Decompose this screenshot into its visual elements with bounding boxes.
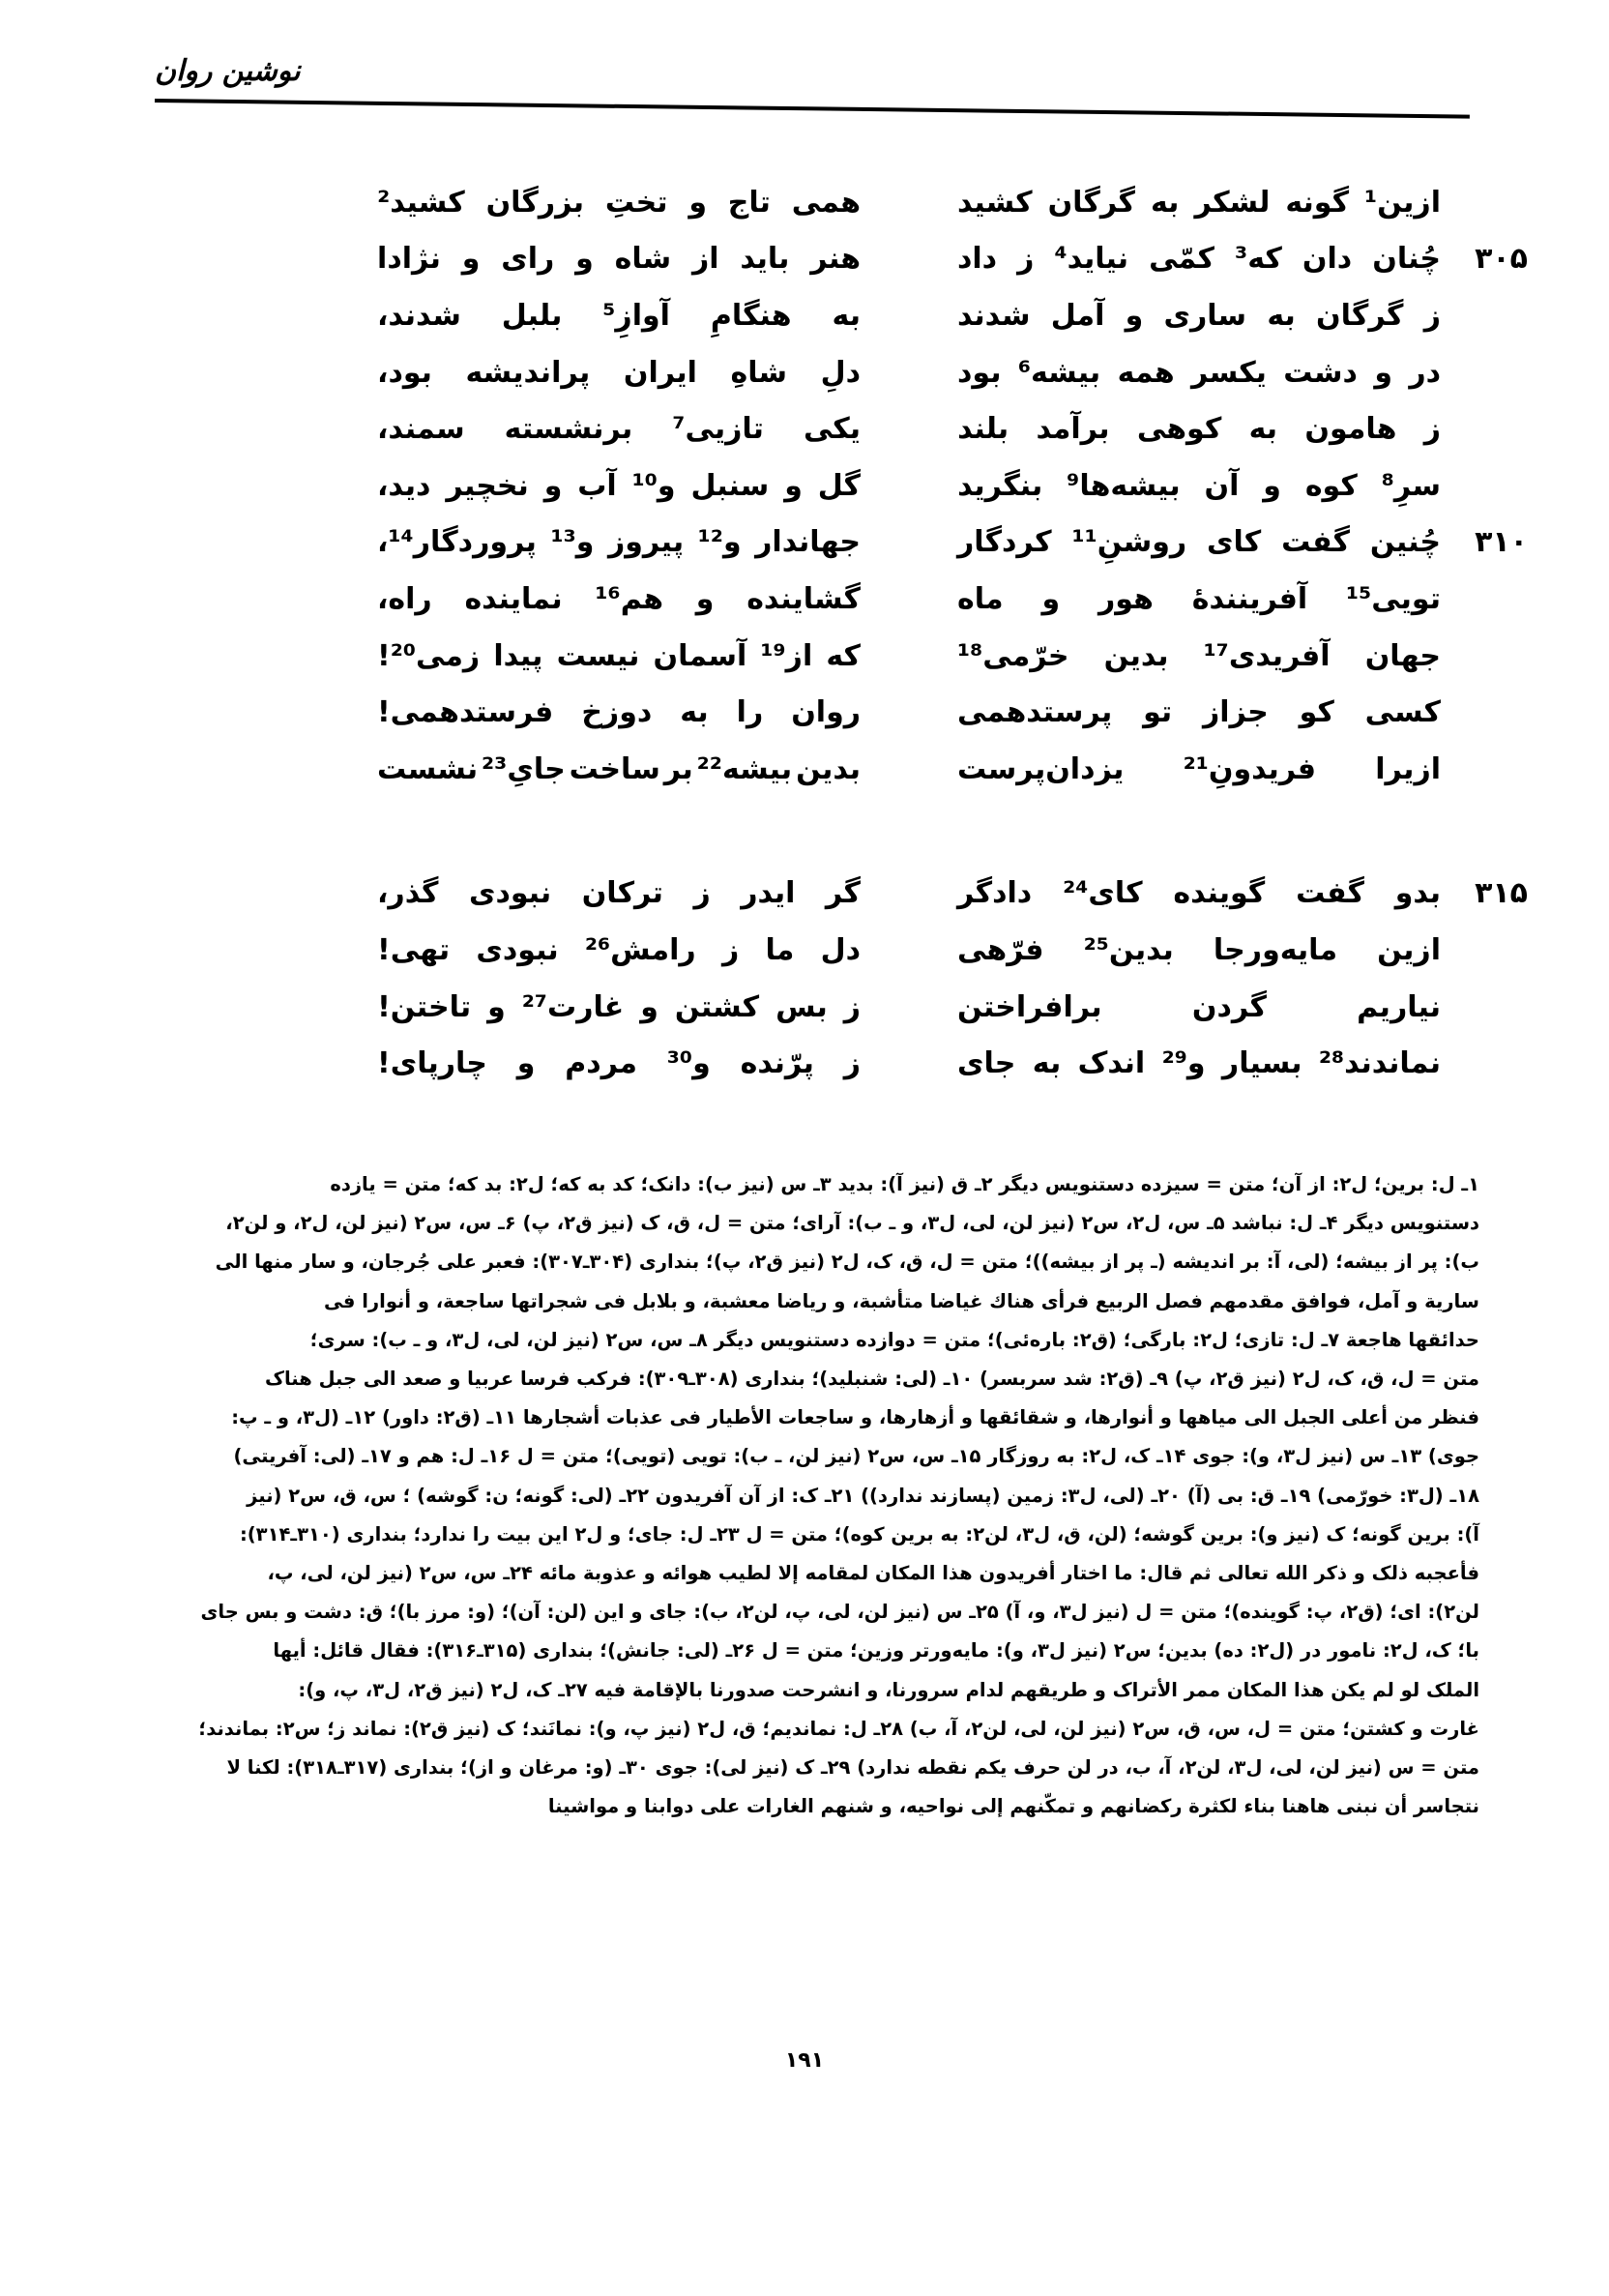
verse-word: نژادا [377, 242, 441, 277]
verse-line [261, 922, 1441, 979]
verse-word: بنگرید [957, 468, 1043, 503]
footnotes [135, 1165, 1479, 1826]
header-rule [155, 99, 1470, 119]
verse-word: پیروز [608, 525, 685, 560]
verse-word: پیدا [493, 638, 543, 673]
hemistich-left [377, 525, 861, 559]
verse-word: و [1263, 468, 1281, 503]
hemistich-right [957, 469, 1441, 503]
verse-word: نبودی [476, 932, 559, 967]
hemistich-right [957, 752, 1441, 786]
verse-word: ز [721, 932, 740, 967]
hemistich-right [957, 639, 1441, 673]
verse-word: تازیی⁷ [672, 412, 764, 447]
footnote-line: ۱۸ـ (ل۳: خورّمی) ۱۹ـ ق: بی (آ) ۲۰ـ (لی، ل۳: زمین (پسازند ندارد)) ۲۱ـ ک: از آن آفریدون ۲۲ـ (لی: گونه؛ ن: گوشه) ؛ س، ق، س۲ (نیز [247, 1484, 1479, 1507]
verse-word: نیاریم [1357, 989, 1441, 1024]
verse-word: ازیرا [1375, 751, 1441, 786]
verse-word: روان [791, 695, 861, 730]
verse-word: غارت²⁷ [521, 989, 625, 1024]
verse-word: بود [957, 355, 1002, 390]
verse-word: لشکر [1194, 185, 1271, 220]
verse-word: کسی [1364, 695, 1441, 730]
verse-block-2 [261, 866, 1528, 1092]
verse-word: آسمان [653, 638, 747, 673]
verse-word: بسیار [1221, 1046, 1302, 1081]
verse-word: هور [1097, 581, 1154, 616]
page-number: ۱۹۱ [784, 2048, 825, 2073]
verse-word: و [640, 989, 658, 1024]
verse-word: به [1248, 412, 1278, 447]
verse-word: و [1125, 298, 1144, 333]
verse-word: تختِ [604, 185, 668, 220]
verse-word: که³ [1235, 242, 1282, 277]
verse-word: نیست [556, 638, 640, 673]
hemistich-left [377, 469, 861, 503]
verse-word: گفت [1281, 525, 1350, 560]
verse-word: ازین [1377, 932, 1441, 967]
verse-word: و [695, 581, 715, 616]
verse-word: گل [817, 468, 861, 503]
verse-word: پروردگار¹⁴، [377, 525, 537, 560]
verse-word: نشست [377, 751, 479, 786]
verse-word: بدو [1394, 876, 1441, 911]
verse-word: کشید [957, 185, 1033, 220]
verse-word: ز [1017, 242, 1035, 277]
verse-word: دادگر [957, 876, 1033, 911]
verse-word: فرّهی [957, 932, 1044, 967]
footnote-line: با؛ ک، ل۲: نامور در (ل۲: ده) بدین؛ س۲ (نیز ل۳، و): مایه‌ورتر وزین؛ متن = ل ۲۶ـ (لی: جانش)؛ بنداری (۳۱۵ـ۳۱۶): فقال قائل: أیها [273, 1639, 1479, 1663]
verse-word: سمند، [377, 412, 465, 447]
verse-word: به [680, 695, 709, 730]
hemistich-right [957, 695, 1441, 729]
verse-word: بس [775, 989, 828, 1024]
verse-word: برآمد [1036, 412, 1110, 447]
verse-word: نخچیر [446, 468, 529, 503]
verse-line [261, 344, 1441, 401]
hemistich-left [377, 186, 861, 220]
verse-word: تو [1143, 695, 1173, 730]
verse-line [261, 1035, 1441, 1092]
verse-word: داد [957, 242, 998, 277]
verse-number: ۳۱۵ [1475, 876, 1528, 911]
hemistich-right [957, 525, 1441, 559]
verse-word: ازین¹ [1364, 185, 1441, 220]
verse-word: و [1374, 355, 1392, 390]
verse-word: کمّی [1149, 242, 1214, 277]
verse-word: کشتن [674, 989, 760, 1024]
verse-word: دل [820, 932, 861, 967]
verse-word: هامون [1304, 412, 1397, 447]
verse-line [261, 741, 1441, 798]
verse-word: و [1041, 581, 1061, 616]
verse-word: ز [843, 1046, 861, 1081]
verse-word: راه، [377, 581, 432, 616]
verse-word: و [516, 1046, 536, 1081]
verse-word: رای [501, 242, 555, 277]
verse-word: و¹² [697, 525, 742, 560]
verse-line [261, 979, 1441, 1036]
verse-word: شدند، [377, 298, 461, 333]
verse-word: ز [843, 989, 861, 1024]
verse-word: هنگامِ [710, 298, 792, 333]
verse-word: چُنان [1372, 242, 1441, 277]
verse-word: برافراختن [957, 989, 1102, 1024]
footnote-line: فنظر من أعلى الجبل الى مياهها و أنوارها، و شقائقها و أزهارها، و ساجعات الأطيار فى عذبات أشجارها ۱۱ـ (ق۲: داور) ۱۲ـ (ل۳، و ـ پ: [231, 1406, 1479, 1429]
hemistich-left [377, 299, 861, 333]
footnote-line: سارية و آمل، فوافق مقدمهم فصل الربيع فرأى هناك غياضا متأشبة، و رياضا معشبة، و بلابل فى شجراتها ساجعة، و أنوارا فى [323, 1289, 1479, 1312]
verse-word: خرّمی¹⁸ [957, 638, 1069, 673]
verse-word: بیشه‌ها⁹ [1067, 468, 1181, 503]
verse-word: دشت [1283, 355, 1358, 390]
footnote-line: ۱ـ ل: برین؛ ل۲: از آن؛ متن = سیزده دستنویس دیگر ۲ـ ق (نیز آ): بدید ۳ـ س (نیز ب): دانک؛ کد به که؛ ل۲: بد که؛ متن = یازده [330, 1173, 1479, 1195]
verse-word: دید، [377, 468, 431, 503]
verse-word: روشنِ¹¹ [1071, 525, 1187, 560]
hemistich-right [957, 299, 1441, 333]
verse-word: مایه‌ورجا [1213, 932, 1338, 967]
verse-word: زمی²⁰! [377, 638, 481, 673]
hemistich-left [377, 412, 861, 446]
verse-word: باید [740, 242, 790, 277]
verse-word: دوزخ [581, 695, 653, 730]
verse-word: و [461, 242, 481, 277]
verse-word: نماینده [464, 581, 563, 616]
verse-word: آن [1204, 468, 1240, 503]
verse-word: و¹⁰ [631, 468, 676, 503]
verse-word: که [826, 638, 861, 673]
verse-number: ۳۰۵ [1475, 242, 1528, 277]
verse-word: شاهِ [730, 355, 787, 390]
verse-line [261, 684, 1441, 741]
verse-word: ایدر [741, 876, 796, 911]
verse-line [261, 457, 1441, 515]
verse-word: ماه [957, 581, 1004, 616]
footnote-line: دستنویس دیگر ۴ـ ل: نباشد ۵ـ س، ل۲، س۲ (نیز لن، لی، ل۳، و ـ ب): آرای؛ متن = ل، ق، ک (نیز ق۲، پ) ۶ـ س، س۲ (نیز لن، ل۲، و لن۲، [225, 1212, 1479, 1235]
verse-word: بدین [1103, 638, 1169, 673]
hemistich-right [957, 1046, 1441, 1080]
verse-word: کای [1207, 525, 1262, 560]
hemistich-left [377, 582, 861, 616]
verse-line [261, 628, 1441, 685]
verse-word: کردگار [957, 525, 1052, 560]
verse-word: شاه [614, 242, 672, 277]
footnote-line: ب): پر از بیشه؛ (لی، آ: بر اندیشه (ـ پر از بیشه))؛ متن = ل، ق، ک، ل۲ (نیز ق۲، پ)؛ بنداری (۳۰۴ـ۳۰۷): فعبر علی جُرجان، و سار منها الی [215, 1251, 1479, 1274]
verse-line [261, 866, 1528, 923]
hemistich-right [957, 876, 1441, 910]
verse-word: دان [1302, 242, 1353, 277]
verse-word: همی [791, 185, 861, 220]
verse-word: کای²⁴ [1063, 876, 1143, 911]
verse-word: آوازِ⁵ [602, 298, 670, 333]
verse-word: جایِ²³ [482, 751, 566, 786]
verse-word: گذر، [377, 876, 439, 911]
footnote-line: متن = ل، ق، ک، ل۲ (نیز ق۲، پ) ۹ـ (ق۲: شد سربسر) ۱۰ـ (لی: شنبلید)؛ بنداری (۳۰۸ـ۳۰۹): فرکب فرسا عربیا و صعد الی جبل هناک [265, 1368, 1479, 1391]
verse-word: کشید² [377, 185, 465, 220]
verse-word: از [691, 242, 719, 277]
verse-word: فریدونِ²¹ [1183, 751, 1317, 786]
verse-line [261, 287, 1441, 344]
verse-word: ز [693, 876, 711, 911]
verse-word: آمل [1050, 298, 1105, 333]
verse-word: و³⁰ [666, 1046, 711, 1081]
footnote-line: جوی) ۱۳ـ س (نیز ل۳، و): جوی ۱۴ـ ک، ل۲: به روزگار ۱۵ـ س، س۲ (نیز لن، ـ ب): تویی (تویی)؛ متن = ل ۱۶ـ ل: هم و ۱۷ـ (لی: آفریتی) [233, 1445, 1479, 1468]
verse-word: گردن [1191, 989, 1267, 1024]
hemistich-right [957, 990, 1441, 1024]
footnote-line: حدائقها هاجعة ۷ـ ل: تازی؛ ل۲: بارگی؛ (ق۲: باره‌ئی)؛ متن = دوازده دستنویس دیگر ۸ـ س، س۲ (نیز لن، لی، ل۳، و ـ ب): سری؛ [309, 1328, 1479, 1351]
verse-word: آب [577, 468, 617, 503]
verse-word: نماندند²⁸ [1318, 1046, 1441, 1081]
verse-line [261, 174, 1441, 231]
verse-word: از¹⁹ [760, 638, 813, 673]
verse-word: مردم [565, 1046, 637, 1081]
verse-word: چُنین [1369, 525, 1441, 560]
verse-word: آفرینندهٔ [1191, 581, 1308, 616]
hemistich-left [377, 876, 861, 910]
hemistich-left [377, 639, 861, 673]
verse-word: نبودی [468, 876, 552, 911]
verse-word: گوینده [1173, 876, 1266, 911]
footnote-line: الملک لو لم یکن هذا المکان ممر الأتراک و طریقهم لدام سرورنا، و انشرحت صدورنا بالإقامة فیه ۲۷ـ ک، ل۲ (نیز ق۲، ل۳، پ، و): [298, 1678, 1479, 1701]
verse-word: بلند [957, 412, 1009, 447]
verse-word: جزاز [1202, 695, 1269, 730]
verse-word: گشاینده [746, 581, 861, 616]
verse-word: تاختن! [377, 989, 472, 1024]
verse-word: به [1267, 298, 1296, 333]
verse-word: جهان [1364, 638, 1441, 673]
verse-word: و²⁹ [1161, 1046, 1206, 1081]
verse-word: و [575, 242, 594, 277]
verse-word: پرستدهمی [957, 695, 1113, 730]
running-title: نوشین روان [155, 54, 301, 88]
verse-word: سنبل [690, 468, 770, 503]
verse-word: اندک [1077, 1046, 1146, 1081]
verse-word: و [543, 468, 563, 503]
verse-word: بدین [796, 751, 861, 786]
verse-word: بود، [377, 355, 432, 390]
hemistich-right [957, 242, 1441, 276]
verse-word: به [832, 298, 861, 333]
verse-line [261, 400, 1441, 457]
verse-block-1 [261, 174, 1528, 798]
verse-word: را [736, 695, 764, 730]
verse-word: بلبل [501, 298, 563, 333]
verse-word: و [784, 468, 803, 503]
hemistich-left [377, 990, 861, 1024]
verse-word: رامش²⁶ [584, 932, 696, 967]
verse-word: ز [1423, 298, 1441, 333]
verse-word: تاج [727, 185, 771, 220]
verse-line [261, 571, 1441, 628]
verse-word: نیاید⁴ [1054, 242, 1128, 277]
verse-word: شدند [957, 298, 1031, 333]
verse-word: گفت [1296, 876, 1364, 911]
verse-word: ترکان [581, 876, 663, 911]
verse-number: ۳۱۰ [1475, 525, 1528, 560]
verse-word: بر [663, 751, 693, 786]
footnote-line: متن = س (نیز لن، لی، ل۳، لن۲، آ، ب، در لن حرف یکم نقطه ندارد) ۲۹ـ ک (نیز لی): جوی ۳۰ـ (و: مرغان و از)؛ بنداری (۳۱۷ـ۳۱۸): لکنا لا [226, 1756, 1479, 1780]
verse-word: کوه [1304, 468, 1358, 503]
verse-word: کو [1299, 695, 1334, 730]
hemistich-left [377, 933, 861, 967]
verse-word: و [487, 989, 506, 1024]
verse-word: پراندیشه [465, 355, 591, 390]
verse-line [261, 515, 1528, 572]
verse-word: گرگان [1047, 185, 1135, 220]
hemistich-left [377, 695, 861, 729]
hemistich-right [957, 582, 1441, 616]
verse-word: تهی! [377, 932, 451, 967]
verse-word: جهاندار [755, 525, 861, 560]
hemistich-left [377, 242, 861, 276]
footnote-line: آ): برین گونه؛ ک (نیز و): برین گوشه؛ (لن، ق، ل۳، لن۲: به برین کوه)؛ متن = ل ۲۳ـ ل: جای؛ و ل۲ این بیت را ندارد؛ بنداری (۳۱۰ـ۳۱۴): [239, 1522, 1479, 1545]
verse-word: ساری [1163, 298, 1247, 333]
verse-word: و¹³ [550, 525, 595, 560]
verse-word: سرِ⁸ [1381, 468, 1441, 503]
verse-word: جای [957, 1046, 1016, 1081]
verse-word: بدین²⁵ [1083, 932, 1174, 967]
verse-word: یزدان‌پرست [957, 751, 1125, 786]
footnote-line: فأعجبه ذلک و ذکر الله تعالی ثم قال: ما اختار أفریدون هذا المکان لمقامه إلا لطیب هوائه و عذوبة مائه ۲۴ـ س، س۲ (نیز لن، لی، پ، [267, 1562, 1479, 1585]
verse-word: در [1409, 355, 1441, 390]
verse-word: به [1032, 1046, 1062, 1081]
verse-word: برنشسته [504, 412, 633, 447]
verse-word: یکی [803, 412, 861, 447]
verse-line [261, 231, 1528, 288]
verse-word: هنر [810, 242, 861, 277]
verse-word: و [688, 185, 707, 220]
verse-word: ما [765, 932, 795, 967]
hemistich-right [957, 186, 1441, 220]
hemistich-left [377, 1046, 861, 1080]
verse-word: همه [1117, 355, 1175, 390]
verse-word: فرستدهمی! [377, 695, 554, 730]
verse-word: ز [1423, 412, 1441, 447]
verse-word: بیشه⁶ [1017, 355, 1101, 390]
verse-word: دلِ [820, 355, 861, 390]
verse-word: گونه [1285, 185, 1350, 220]
verse-word: گر [825, 876, 861, 911]
verse-word: یکسر [1191, 355, 1267, 390]
verse-word: ایران [623, 355, 697, 390]
verse-word: کوهی [1136, 412, 1222, 447]
verse-word: هم¹⁶ [595, 581, 664, 616]
footnote-line: لن۲): ای؛ (ق۲، پ: گوینده)؛ متن = ل (نیز ل۳، و، آ) ۲۵ـ س (نیز لن، لی، پ، لن۲، ب): جای و این (لن: آن)؛ (و: مرز با)؛ ق: دشت و بس جای [200, 1601, 1479, 1624]
verse-word: به [1150, 185, 1180, 220]
verse-word: تویی¹⁵ [1346, 581, 1441, 616]
verse-word: بزرگان [485, 185, 585, 220]
verse-word: ساخت [569, 751, 660, 786]
hemistich-right [957, 412, 1441, 446]
hemistich-left [377, 356, 861, 390]
hemistich-left [377, 752, 861, 786]
hemistich-right [957, 356, 1441, 390]
verse-word: آفریدی¹⁷ [1203, 638, 1331, 673]
footnote-line: نتجاسر أن نبنی هاهنا بناء لکثرة رکضانهم و تمکّنهم إلى نواحیه، و شنهم الغارات على دوابنا و مواشینا [547, 1795, 1479, 1818]
verse-word: گرگان [1316, 298, 1404, 333]
verse-word: پرّنده [740, 1046, 814, 1081]
verse-word: چارپای! [377, 1046, 487, 1081]
verse-section [261, 174, 1528, 1092]
verse-word: بیشه²² [696, 751, 793, 786]
footnote-line: غارت و کشتن؛ متن = ل، س، ق، س۲ (نیز لن، لی، لن۲، آ، ب) ۲۸ـ ل: نماندیم؛ ق، ل۲ (نیز پ، و): نمانَند؛ ک (نیز ق۲): نماند ز؛ س۲: بماندند؛ [198, 1717, 1479, 1740]
hemistich-right [957, 933, 1441, 967]
